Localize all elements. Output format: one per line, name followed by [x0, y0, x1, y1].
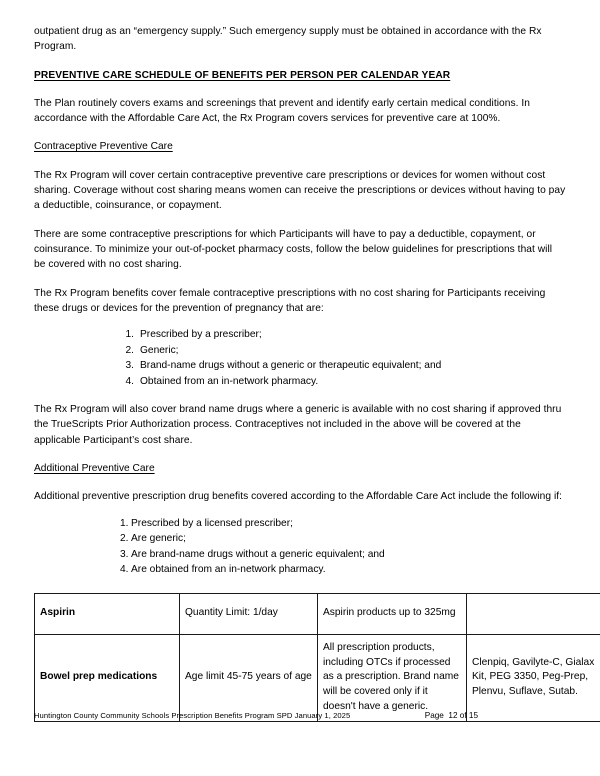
paragraph-brand-name-coverage: The Rx Program will also cover brand name drugs where a generic is available with no cost sharing if approved thru the TrueScripts Prior Authorization process. Contraceptives not included in the above will be covered at the applicable Participant’s cost share. [34, 404, 562, 446]
table-cell-details: Aspirin products up to 325mg [318, 593, 467, 634]
list-item-label: Generic; [140, 344, 179, 356]
list-item-number: 4. [120, 564, 129, 576]
table-cell-examples [467, 593, 600, 634]
heading-contraceptive-preventive-care: Contraceptive Preventive Care [34, 141, 173, 153]
table-row [35, 593, 600, 634]
list-item [34, 374, 566, 390]
paragraph-plan-covers: The Plan routinely covers exams and screenings that prevent and identify early certain medical conditions. In accordance with the Affordable Care Act, the Rx Program covers services for preventive care at 100%. [34, 97, 530, 125]
list-item-number: 1. [120, 517, 129, 529]
table-cell-examples: Clenpiq, Gavilyte-C, Gialax Kit, PEG 3350, Peg-Prep, Plenvu, Suflave, Sutab. [467, 634, 600, 721]
table-cell-drug: Bowel prep medications [35, 634, 180, 721]
list-item-label: Prescribed by a prescriber; [140, 329, 262, 341]
list-item [34, 343, 566, 359]
list-item [34, 516, 566, 532]
footer-page-number: Page 12 of 15 [424, 711, 478, 720]
heading-preventive-care-schedule: PREVENTIVE CARE SCHEDULE OF BENEFITS PER PERSON PER CALENDAR YEAR [34, 69, 451, 81]
preventive-drug-table [34, 593, 600, 722]
list-item-label: Prescribed by a licensed prescriber; [131, 517, 293, 529]
paragraph-additional-benefits: Additional preventive prescription drug benefits covered according to the Affordable Care Act include the following if: [34, 491, 563, 503]
list-item [34, 547, 566, 563]
list-item-label: Are brand-name drugs without a generic equivalent; and [131, 548, 385, 560]
list-additional-criteria [34, 516, 566, 578]
paragraph-emergency-supply: outpatient drug as an “emergency supply.” Such emergency supply must be obtained in accordance with the Rx Program. [34, 26, 542, 53]
table-cell-drug: Aspirin [35, 593, 180, 634]
table-cell-limit: Quantity Limit: 1/day [180, 593, 318, 634]
list-item-number: 1. [125, 329, 134, 341]
list-item-label: Brand-name drugs without a generic or therapeutic equivalent; and [140, 360, 442, 372]
list-item-number: 3. [125, 360, 134, 372]
table-cell-details: All prescription products, including OTCs if processed as a prescription. Brand name will be covered only if it doesn't have a generic. [318, 634, 467, 721]
list-item-number: 3. [120, 548, 129, 560]
list-item [34, 531, 566, 547]
list-item [34, 358, 566, 374]
list-item [34, 327, 566, 343]
list-item-number: 2. [120, 533, 129, 545]
footer-document-title: Huntington County Community Schools Prescription Benefits Program SPD January 1, 2025 [34, 711, 351, 720]
list-item [34, 562, 566, 578]
paragraph-benefits-cover: The Rx Program benefits cover female contraceptive prescriptions with no cost sharing for Participants receiving these drugs or devices for the prevention of pregnancy that are: [34, 287, 546, 314]
paragraph-contraceptive-coverage: The Rx Program will cover certain contraceptive preventive care prescriptions or devices for women without cost sharing. Coverage without cost sharing means women can receive the prescriptions or devices without having to pay a deductible, coinsurance, or copayment. [34, 169, 566, 212]
list-item-label: Obtained from an in-network pharmacy. [140, 375, 319, 387]
list-contraceptive-criteria [34, 327, 566, 389]
paragraph-some-contraceptive: There are some contraceptive prescriptions for which Participants will have to pay a deductible, copayment, or coinsurance. To minimize your out-of-pocket pharmacy costs, follow the below guidelines for prescriptions that will be covered with no cost sharing. [34, 228, 553, 271]
table-cell-limit: Age limit 45-75 years of age [180, 634, 318, 721]
page-footer [34, 710, 566, 721]
list-item-label: Are generic; [131, 533, 186, 545]
list-item-label: Are obtained from an in-network pharmacy. [131, 564, 326, 576]
heading-additional-preventive-care: Additional Preventive Care [34, 463, 155, 475]
list-item-number: 2. [125, 344, 134, 356]
table-row [35, 634, 600, 721]
list-item-number: 4. [125, 375, 134, 387]
